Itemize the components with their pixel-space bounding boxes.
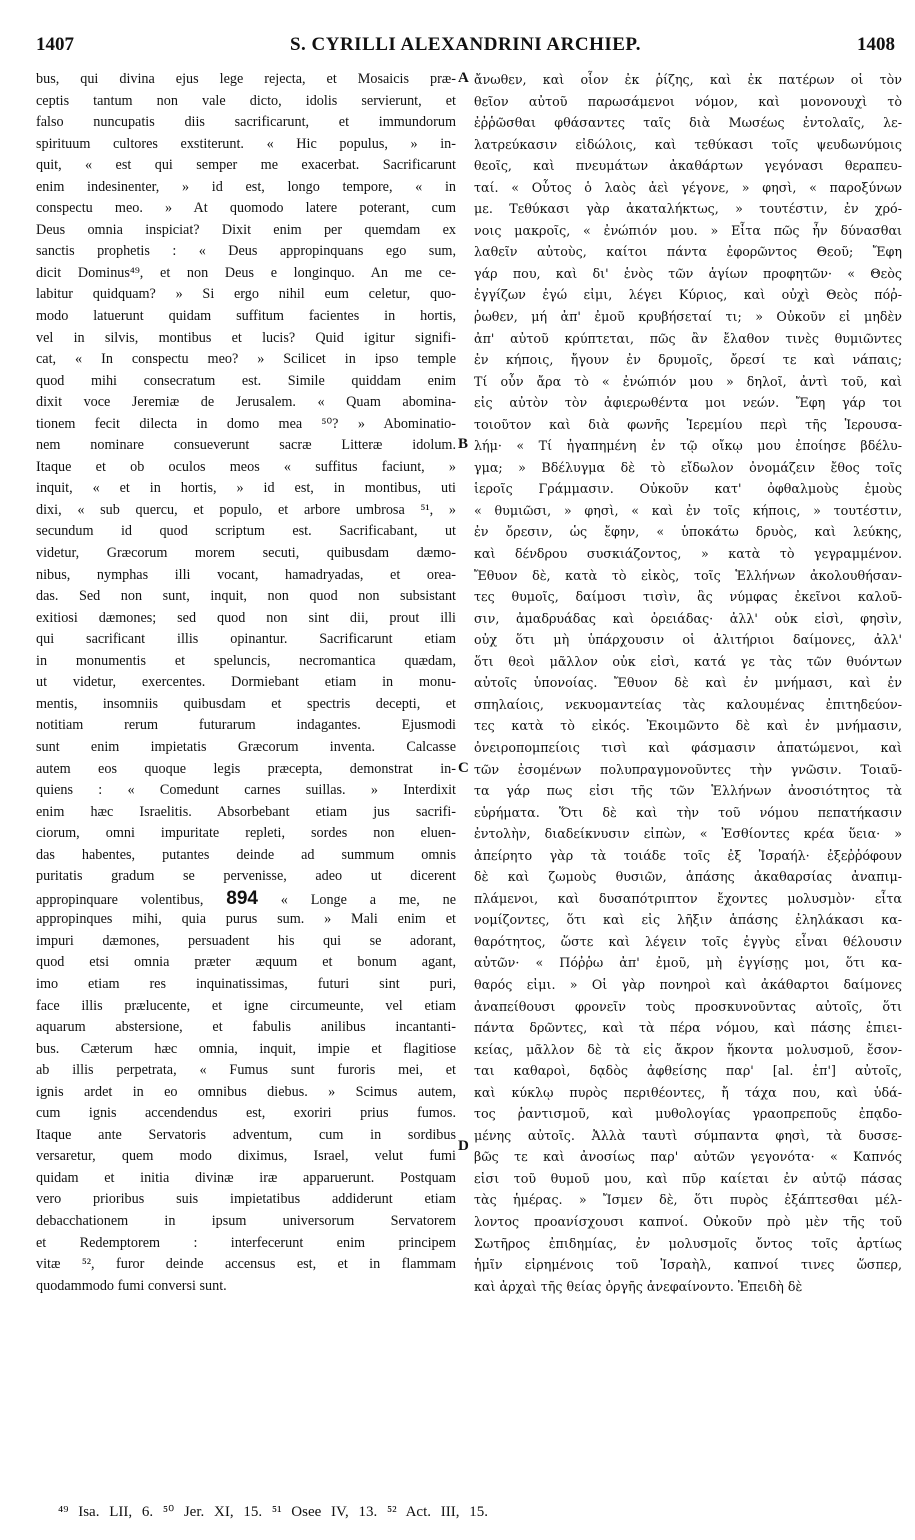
greek-text-line: « θυμιῶσι, » φησὶ, « καὶ ἐν τοῖς κήποις, » τουτέστιν, xyxy=(474,502,902,518)
latin-text-line: falso nuncupatis diis sacrificarunt, et immundorum xyxy=(36,114,456,131)
section-marker-d: D xyxy=(458,1138,469,1154)
latin-text-line: quidam et initia divinæ iræ apparuerunt. Postquam xyxy=(36,1169,456,1186)
greek-text-line: θαρότητος, ὥστε καὶ λέγειν τοῖς ἐγγὺς εἶναι θέλουσιν xyxy=(474,933,902,949)
section-marker-b: B xyxy=(458,436,469,452)
latin-text-line: notitiam rerum futurarum indagantes. Ejusmodi xyxy=(36,717,456,734)
latin-text-line: quiens : « Comedunt carnes suillas. » Interdixit xyxy=(36,782,456,799)
latin-text-line: enim indesinenter, » id est, longo tempore, « in xyxy=(36,178,456,195)
greek-text-line: ται καθαροὶ, δᾳδὸς ἀφθείσης παρ' [al. ἐπ'] αὐτοῖς, xyxy=(474,1063,902,1079)
greek-text-line: λατρεύκασιν εἰδώλοις, καὶ τεθύκασι τοῖς ψευδωνύμοις xyxy=(474,136,902,152)
latin-text-line: Deus omnia inspiciat? Dixit enim per quemdam ex xyxy=(36,221,456,238)
latin-text-line: vero prioribus suis impietatibus addiderunt etiam xyxy=(36,1191,456,1208)
greek-text-line: ὀνειροπομπείοις τισὶ καὶ φάσμασιν ἀπατώμενοι, καὶ xyxy=(474,739,902,755)
latin-text-line: impuri dæmones, persuadent his qui se adorant, xyxy=(36,932,456,949)
greek-text-line: ῥωθεν, μή ἀπ' ἐμοῦ κρυβήσεταί τι; » Οὐκοῦν εἰ μηδὲν xyxy=(474,309,902,325)
greek-text-line: ἐν ὄρεσιν, ὡς ἔφην, « ὑποκάτω δρυὸς, καὶ λεύκης, xyxy=(474,524,902,540)
footnotes: ⁴⁹ Isa. LII, 6. ⁵⁰ Jer. XI, 15. ⁵¹ Osee IV, 13. ⁵² Act. III, 15. xyxy=(58,1504,488,1520)
inline-page-number: 894 xyxy=(226,887,258,909)
latin-column xyxy=(36,69,456,1297)
greek-text-line: αὐτῶν· « Πόῤῥω ἀπ' ἐμοῦ, μὴ ἐγγίσῃς μοι, ὅτι κα- xyxy=(474,955,902,971)
greek-text-line: τῶν ἐσομένων πολυπραγμονοῦντες τὴν γνῶσιν. Τοιαῦ- xyxy=(474,761,902,777)
latin-text-line: tionem fecit dilecta in domo mea ⁵⁰? » Abominatio- xyxy=(36,415,456,432)
latin-text-line: cum ignis accendendus est, exoriri prius fumos. xyxy=(36,1105,456,1122)
latin-text-line: videtur, Græcorum morem secuti, quibusdam dæmo- xyxy=(36,545,456,562)
latin-text-line: dixit voce Jeremiæ de Jerusalem. « Quam abomina- xyxy=(36,394,456,411)
latin-text-line: Itaque ante Servatoris adventum, cum in sordibus xyxy=(36,1126,456,1143)
greek-text-line: ἀπ' αὐτοῦ κρύπτεται, πῶς ἂν ἔλαθον τινὲς θυμιῶντες xyxy=(474,330,902,346)
greek-text-line: καὶ ἀρχαὶ τῆς θείας ὀργῆς ἀνεφαίνοντο. Ἐπειδὴ δὲ xyxy=(474,1278,803,1294)
greek-text-line: σιν, ἀμαδρυάδας καὶ ὀρειάδας· ἀλλ' οὐκ εἰσὶ, φησὶν, xyxy=(474,610,902,626)
greek-text-line: αὐτοῖς ὑπονοίας. Ἔθυον δὲ καὶ ἐν μνήμασι, καὶ ἐν xyxy=(474,675,902,691)
latin-text-line: nibus, nymphas illi vocant, hamadryadas, et orea- xyxy=(36,566,456,583)
right-column-number: 1408 xyxy=(857,34,895,55)
latin-text-line: aquarum abstersione, et fabulis anilibus incantanti- xyxy=(36,1019,456,1036)
greek-text-line: ταί. « Οὗτος ὁ λαὸς ἀεὶ γέγονε, » φησὶ, « παροξύνων xyxy=(474,179,902,195)
latin-text-line: Itaque et ob oculos meos « suffitus faciunt, » xyxy=(36,458,456,475)
greek-text-line: ἀναπείθουσι φρονεῖν τοὺς προσκυνοῦντας αὐτοῖς, ὅτι xyxy=(474,998,902,1014)
latin-text-line: bus, qui divina ejus lege rejecta, et Mosaicis præ- xyxy=(36,71,456,87)
greek-text-line: ἐγγίζων ἐγώ εἰμι, λέγει Κύριος, καὶ οὐχὶ Θεὸς πόῤ- xyxy=(474,287,902,303)
left-column-number: 1407 xyxy=(36,34,74,55)
latin-text-line: quod etsi omnia præter æquum et bonum agant, xyxy=(36,954,456,971)
latin-text-line: autem eos quoque legis præcepta, demonstrat in- xyxy=(36,760,456,777)
greek-text-line: λήμ· « Τί ἠγαπημένη ἐν τῷ οἴκῳ μου ἐποίησε βδέλυ- xyxy=(474,438,902,454)
latin-text-line: modo latuerunt quidam suffitum facientes in hortis, xyxy=(36,308,456,325)
greek-text-line: εἰσι τοῦ θυμοῦ μου, καὶ πῦρ καίεται ἐν αὐτῷ πάσας xyxy=(474,1170,902,1186)
latin-text-line: mentis, insomniis quibusdam et spectris decepti, et xyxy=(36,695,456,712)
greek-text-line: νομίζοντες, ὅτι καὶ εἰς λῆξιν ἁπάσης ἐληλάκασι κα- xyxy=(474,912,902,928)
latin-text-line: versaretur, quem modo diximus, Israel, velut fumi xyxy=(36,1148,456,1165)
latin-text-line: cat, « In conspectu meo? » Scilicet in ipso temple xyxy=(36,351,456,368)
latin-text-line: das habentes, putantes deinde ad summum omnis xyxy=(36,846,456,863)
greek-text-line: νοις μακροῖς, « ἐνώπιόν μου. » Εἶτα πῶς ἦν δύνασθαι xyxy=(474,222,902,238)
greek-text-line: Τί οὖν ἄρα τὸ « ἐνώπιόν μου » δηλοῖ, ἀντὶ τοῦ, καὶ xyxy=(474,373,902,389)
latin-text-line: exitiosi dæmones; sed quod non sint dii, prout illi xyxy=(36,609,456,626)
latin-text-line: dixi, « sub quercu, et populo, et arbore umbrosa ⁵¹, » xyxy=(36,501,456,518)
greek-text-line: τὰς ἡμέρας. » Ἴσμεν δὲ, ὅτι πυρὸς ἐξάπτεσθαι μέλ- xyxy=(474,1192,902,1208)
latin-text-line: ut videtur, exercentes. Dormiebant etiam in monu- xyxy=(36,674,456,691)
latin-text-line: et Redemptorem : interfecerunt enim principem xyxy=(36,1234,456,1251)
latin-text-line: das. Sed non sunt, inquit, non quod non subsistant xyxy=(36,588,456,605)
greek-text-line: δὲ καὶ ζωμοὺς θυσιῶν, ἁπάσης ἀκαθαρσίας ἀναπιμ- xyxy=(474,869,902,885)
greek-text-line: με. Τεθύκασι γὰρ ἀκαταλήκτως, » τουτέστιν, ἐν χρό- xyxy=(474,201,902,217)
greek-text-line: τος ῥαντισμοῦ, καὶ μυθολογίας γραοπρεποῦς ἐπᾳδο- xyxy=(474,1106,902,1122)
latin-text-line: ceptis tantum non vale dicto, idolis servierunt, et xyxy=(36,92,456,109)
latin-text-line: face illis prælucente, et igne circumeunte, vel etiam xyxy=(36,997,456,1014)
greek-text-line: πάντα δρῶντες, καὶ τὰ πέρα νόμου, καὶ πάσης ἐπιει- xyxy=(474,1020,902,1036)
greek-text-line: ἀπείρητο γὰρ τὰ τοιάδε τοῖς ἐξ Ἰσραήλ· ἐξεῤῥόφουν xyxy=(474,847,902,863)
greek-text-line: εὑρήματα. Ὅτι δὲ καὶ τὴν τοῦ νόμου πεπατήκασιν xyxy=(474,804,902,820)
latin-text-line: debacchationem in ipsum universorum Servatorem xyxy=(36,1212,456,1229)
latin-text-line: quodammodo fumi conversi sunt. xyxy=(36,1277,227,1294)
greek-text-line: καὶ κύκλῳ πυρὸς περιθέοντες, ἤ τάχα που, καὶ ὑδά- xyxy=(474,1084,902,1100)
latin-text-line: sunt enim impietatis Græcorum inventa. Calcasse xyxy=(36,738,456,755)
latin-text-line: quod mihi consecratum est. Simile quiddam enim xyxy=(36,372,456,389)
latin-text-line: ignis ardet in eo omnibus diebus. » Scimus autem, xyxy=(36,1083,456,1100)
latin-text-line: vel in silvis, montibus et lucis? Quid igitur signifi- xyxy=(36,329,456,346)
greek-text-line: σπηλαίοις, νεκυομαντείας τὰς καλουμένας ἐπιτηδεύον- xyxy=(474,696,902,712)
greek-text-line: λαθεῖν αὐτοὺς, καίτοι πάντα ἐφορῶντος Θεοῦ; Ἔφη xyxy=(474,244,902,260)
page-header xyxy=(36,34,895,64)
latin-text-line: inquit, « et in hortis, » id est, in montibus, uti xyxy=(36,480,456,497)
greek-text-line: Σωτῆρος ἐπιδημίας, ἐν μολυσμοῖς ὄντος τοῖς ἀρτίως xyxy=(474,1235,902,1251)
latin-text-line: sanctis prophetis : « Deus appropinquans ego sum, xyxy=(36,243,456,260)
latin-text-line: puritatis gradum se pervenisse, adeo ut dicerent xyxy=(36,868,456,885)
greek-text-line: γμα; » Βδέλυγμα δὲ τὸ εἴδωλον ὀνομάζειν ἔθος τοῖς xyxy=(474,459,902,475)
latin-text-line: labitur quidquam? » Si ergo nihil eum celetur, quo- xyxy=(36,286,456,303)
greek-text-line: πλάμενοι, καὶ δυσαπότριπτον ἔχοντες μολυσμὸν· εἶτα xyxy=(474,890,902,906)
greek-column xyxy=(474,69,902,1297)
greek-text-line: τα γάρ πως εἰσι τῆς τῶν Ἑλλήνων ἀνοσιότητος τὰ xyxy=(474,783,902,799)
greek-text-line: Ἔθυον δὲ, κατὰ τὸ εἰκὸς, τοῖς Ἑλλήνων ἀκολουθήσαν- xyxy=(474,567,902,583)
latin-text-line: quit, « est qui semper me exacerbat. Sacrificarunt xyxy=(36,157,456,174)
latin-text-line: in monumentis et speluncis, necromantica quædam, xyxy=(36,652,456,669)
greek-text-line: τοιοῦτον καὶ διὰ φωνῆς Ἱερεμίου περὶ τῆς Ἱερουσα- xyxy=(474,416,902,432)
greek-text-line: λοντος προανίσχουσι καπνοί. Οὐκοῦν πρὸ μὲν τῆς τοῦ xyxy=(474,1213,902,1229)
greek-text-line: ἐῤῥῶσθαι φθάσαντες ταῖς διὰ Μωσέως ἐντολαῖς, λε- xyxy=(474,115,902,131)
greek-text-line: τες κατὰ τὸ εἰκός. Ἐκοιμῶντο δὲ καὶ ἐν μνήμασιν, xyxy=(474,718,902,734)
greek-text-line: ἐντολὴν, διαδείκνυσιν εἰπὼν, « Ἐσθίοντες κρέα ὕεια· » xyxy=(474,826,902,842)
greek-text-line: ὅτι θεοὶ μᾶλλον οὐκ εἰσὶ, κατά γε τὰς τῶν θυόντων xyxy=(474,653,902,669)
latin-text-line: appropinquare volentibus, 894 « Longe a me, ne xyxy=(36,887,456,909)
latin-text-line: bus. Cæterum hæc omnia, inquit, impie et flagitiose xyxy=(36,1040,456,1057)
greek-text-line: ἄνωθεν, καὶ οἷον ἐκ ῥίζης, καὶ ἐκ πατέρων οἱ τὸν xyxy=(474,72,902,87)
section-marker-a: A xyxy=(458,70,469,86)
latin-text-line: conspectu meo. » At quomodo latere poterant, cum xyxy=(36,200,456,217)
greek-text-line: καὶ δένδρου συσκιάζοντος, » κατὰ τὸ γεγραμμένον. xyxy=(474,546,902,562)
greek-text-line: τες θυμοῖς, δαίμοσι τισὶν, ἃς νύμφας ἐκεῖνοι καλοῦ- xyxy=(474,589,902,605)
latin-text-line: dicit Dominus⁴⁹, et non Deus e longinquo. An me ce- xyxy=(36,264,456,281)
greek-text-line: βῶς τε καὶ ἀνοσίως παρ' αὐτῶν γεγονότα· « Καπνός xyxy=(474,1149,902,1165)
latin-text-line: nem nominare consueverunt sacræ Litteræ idolum. xyxy=(36,437,456,454)
latin-text-line: enim hæc Israelitis. Absorbebant etiam jus sacrifi- xyxy=(36,803,456,820)
running-title: S. CYRILLI ALEXANDRINI ARCHIEP. xyxy=(289,34,642,55)
latin-text-line: appropinques mihi, quia purus sum. » Mali enim et xyxy=(36,911,456,928)
greek-text-line: θεῖον αὐτοῦ παρωσάμενοι νόμον, καὶ μονονουχὶ τὸ xyxy=(474,93,902,109)
latin-text-line: imo etiam res inquinatissimas, futuri sint puri, xyxy=(36,975,456,992)
greek-text-line: θεοῖς, καὶ πνευμάτων ἀκαθάρτων γεγόνασι θεραπευ- xyxy=(474,158,902,174)
greek-text-line: ἱεροῖς Γράμμασιν. Οὐκοῦν κατ' ὀφθαλμοὺς ἐμοὺς xyxy=(474,481,902,497)
latin-text-line: secundum id quod scriptum est. Sacrificabant, ut xyxy=(36,523,456,540)
greek-text-line: μένης αὐτοῖς. Ἀλλὰ ταυτὶ σύμπαντα φησὶ, τὰ δυσσε- xyxy=(474,1127,902,1143)
greek-text-line: ἐν κήποις, ἤγουν ἐν δρυμοῖς, ὄρεσί τε καὶ νάπαις; xyxy=(474,352,902,368)
greek-text-line: οὐχ ὅτι μὴ ὑπάρχουσιν οἱ ἀλιτήριοι δαίμονες, ἀλλ' xyxy=(474,632,902,648)
greek-text-line: εἰς αὐτὸν τὸν ἀφιερωθέντα μοι νεών. Ἔφη γάρ τοι xyxy=(474,395,902,411)
greek-text-line: ἡμῖν εἰρημένοις τοῦ Ἰσραὴλ, καπνοί τινες ὥσπερ, xyxy=(474,1257,902,1273)
greek-text-line: γάρ που, καὶ δι' ἑνὸς τῶν ἁγίων προφητῶν· « Θεὸς xyxy=(474,265,902,281)
latin-text-line: qui sacrificant illis opinantur. Sacrificarunt etiam xyxy=(36,631,456,648)
greek-text-line: θαρός εἰμι. » Οἱ γὰρ πονηροὶ καὶ ἀκάθαρτοι δαίμονες xyxy=(474,976,902,992)
latin-text-line: ab illis perpetrata, « Fumus sunt furoris mei, et xyxy=(36,1062,456,1079)
latin-text-line: spirituum cultores exstiterunt. « Hic populus, » in- xyxy=(36,135,456,152)
greek-text-line: κείας, μᾶλλον δὲ τὰ εἰς ἄκρον ἥκοντα μολυσμοῦ, ἔσον- xyxy=(474,1041,902,1057)
latin-text-line: ciorum, omni impuritate repleti, sordes non eluen- xyxy=(36,825,456,842)
latin-text-line: vitæ ⁵², furor deinde accensus est, et in flammam xyxy=(36,1256,456,1273)
section-marker-c: C xyxy=(458,760,469,776)
